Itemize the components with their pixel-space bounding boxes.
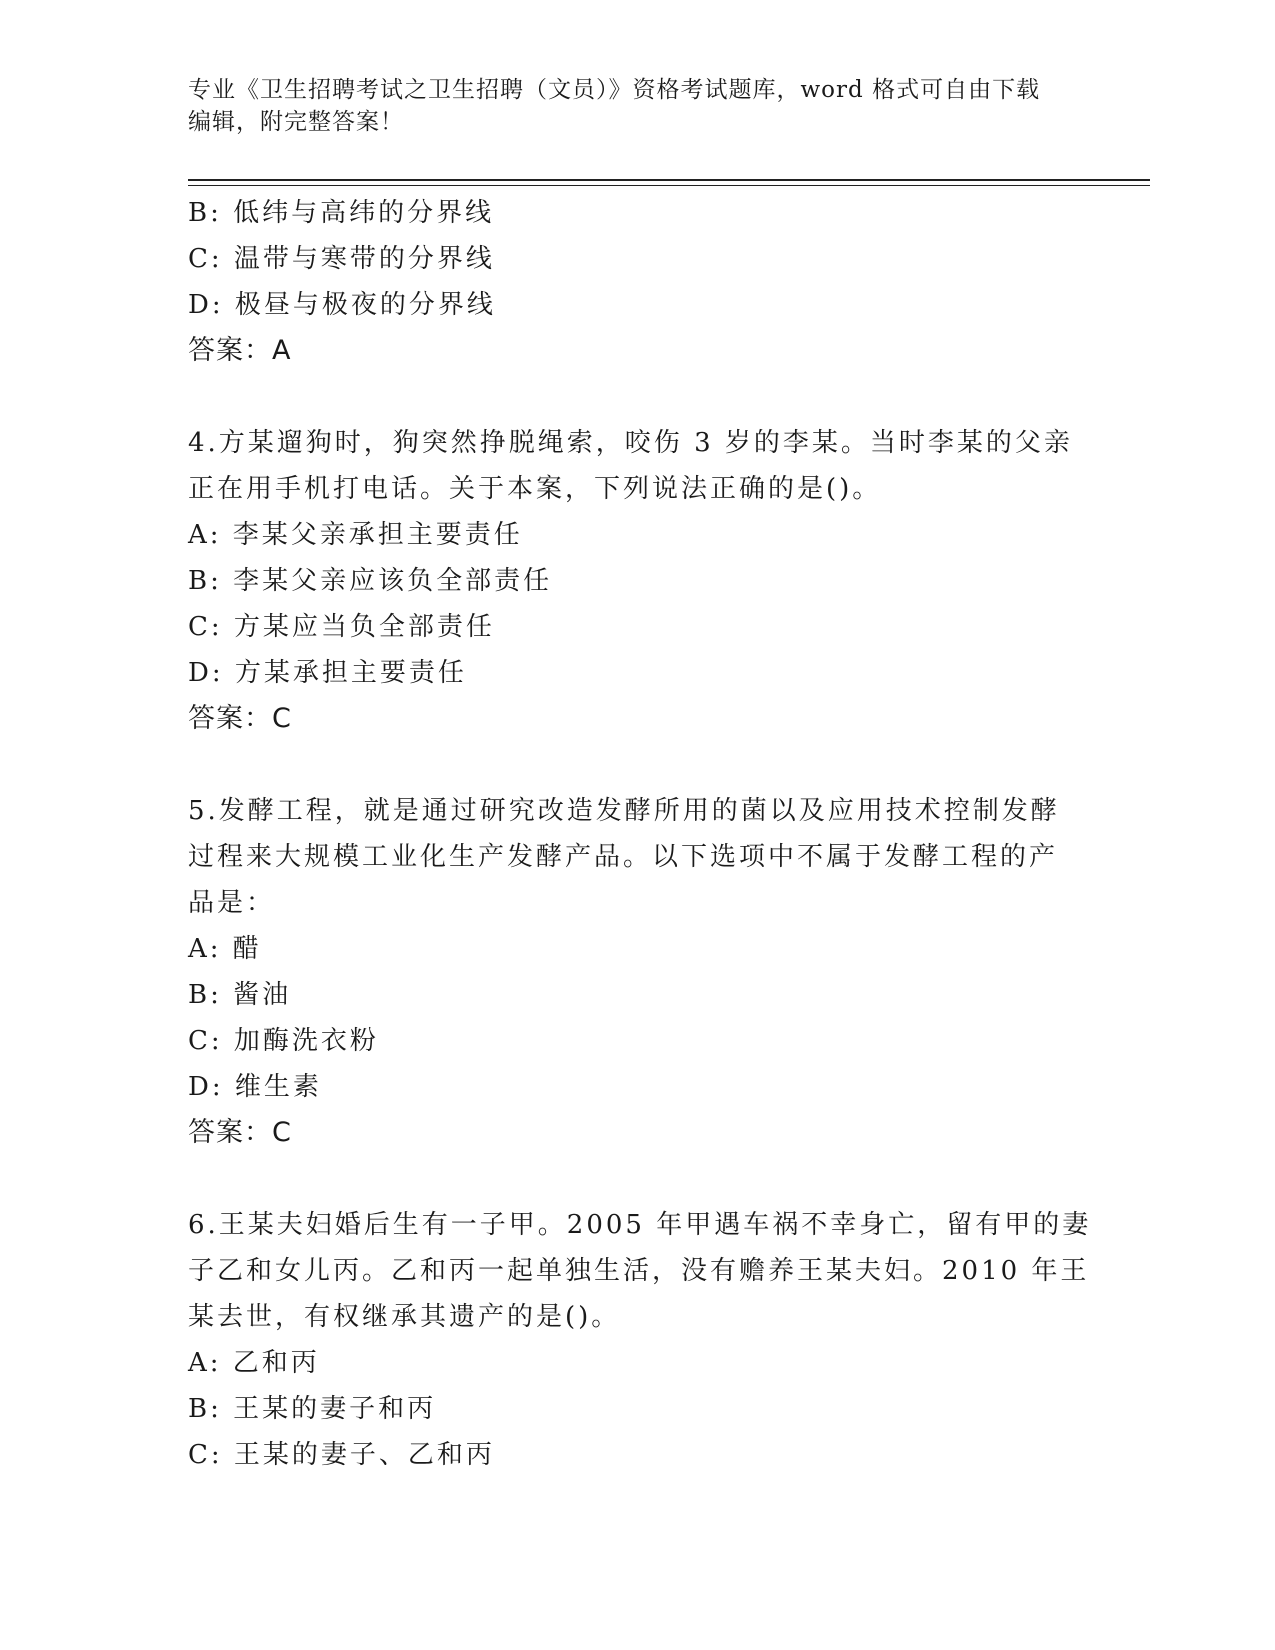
option-d: D: 维生素 <box>188 1072 322 1102</box>
question-stem: 过程来大规模工业化生产发酵产品。以下选项中不属于发酵工程的产 <box>188 842 1059 872</box>
option-b: B: 酱油 <box>188 980 292 1010</box>
question-6 <box>188 1202 1092 1478</box>
option-c: C: 王某的妻子、乙和丙 <box>188 1440 495 1470</box>
question-content <box>188 190 1092 1478</box>
header-line-1: 专业《卫生招聘考试之卫生招聘（文员）》资格考试题库，word 格式可自由下载 <box>188 77 1041 103</box>
spacer <box>188 742 1088 788</box>
question-stem: 4.方某遛狗时，狗突然挣脱绳索，咬伤 3 岁的李某。当时李某的父亲 <box>188 428 1073 458</box>
option-c: C: 方某应当负全部责任 <box>188 612 495 642</box>
answer: 答案：C <box>188 703 292 734</box>
header-line-2: 编辑，附完整答案！ <box>188 109 404 135</box>
question-5 <box>188 788 1088 1156</box>
question-stem: 品是： <box>188 888 276 918</box>
option-b: B: 低纬与高纬的分界线 <box>188 198 495 228</box>
spacer <box>188 1156 1088 1202</box>
document-header <box>188 74 1088 138</box>
question-stem: 6.王某夫妇婚后生有一子甲。2005 年甲遇车祸不幸身亡，留有甲的妻 <box>188 1210 1092 1240</box>
option-a: A: 李某父亲承担主要责任 <box>188 520 523 550</box>
answer: 答案：A <box>188 335 292 366</box>
question-stem: 某去世，有权继承其遗产的是()。 <box>188 1302 621 1332</box>
option-d: D: 极昼与极夜的分界线 <box>188 290 496 320</box>
option-b: B: 王某的妻子和丙 <box>188 1394 437 1424</box>
question-stem: 子乙和女儿丙。乙和丙一起单独生活，没有赡养王某夫妇。2010 年王 <box>188 1256 1090 1286</box>
question-4 <box>188 420 1088 742</box>
question-stem: 5.发酵工程，就是通过研究改造发酵所用的菌以及应用技术控制发酵 <box>188 796 1060 826</box>
answer: 答案：C <box>188 1117 292 1148</box>
header-divider-thick <box>188 179 1150 181</box>
spacer <box>188 374 1088 420</box>
question-3 <box>188 190 1088 374</box>
option-b: B: 李某父亲应该负全部责任 <box>188 566 553 596</box>
question-stem: 正在用手机打电话。关于本案，下列说法正确的是()。 <box>188 474 882 504</box>
option-a: A: 醋 <box>188 934 262 964</box>
option-c: C: 加酶洗衣粉 <box>188 1026 379 1056</box>
option-c: C: 温带与寒带的分界线 <box>188 244 495 274</box>
header-divider-thin <box>188 185 1150 186</box>
option-a: A: 乙和丙 <box>188 1348 320 1378</box>
option-d: D: 方某承担主要责任 <box>188 658 467 688</box>
